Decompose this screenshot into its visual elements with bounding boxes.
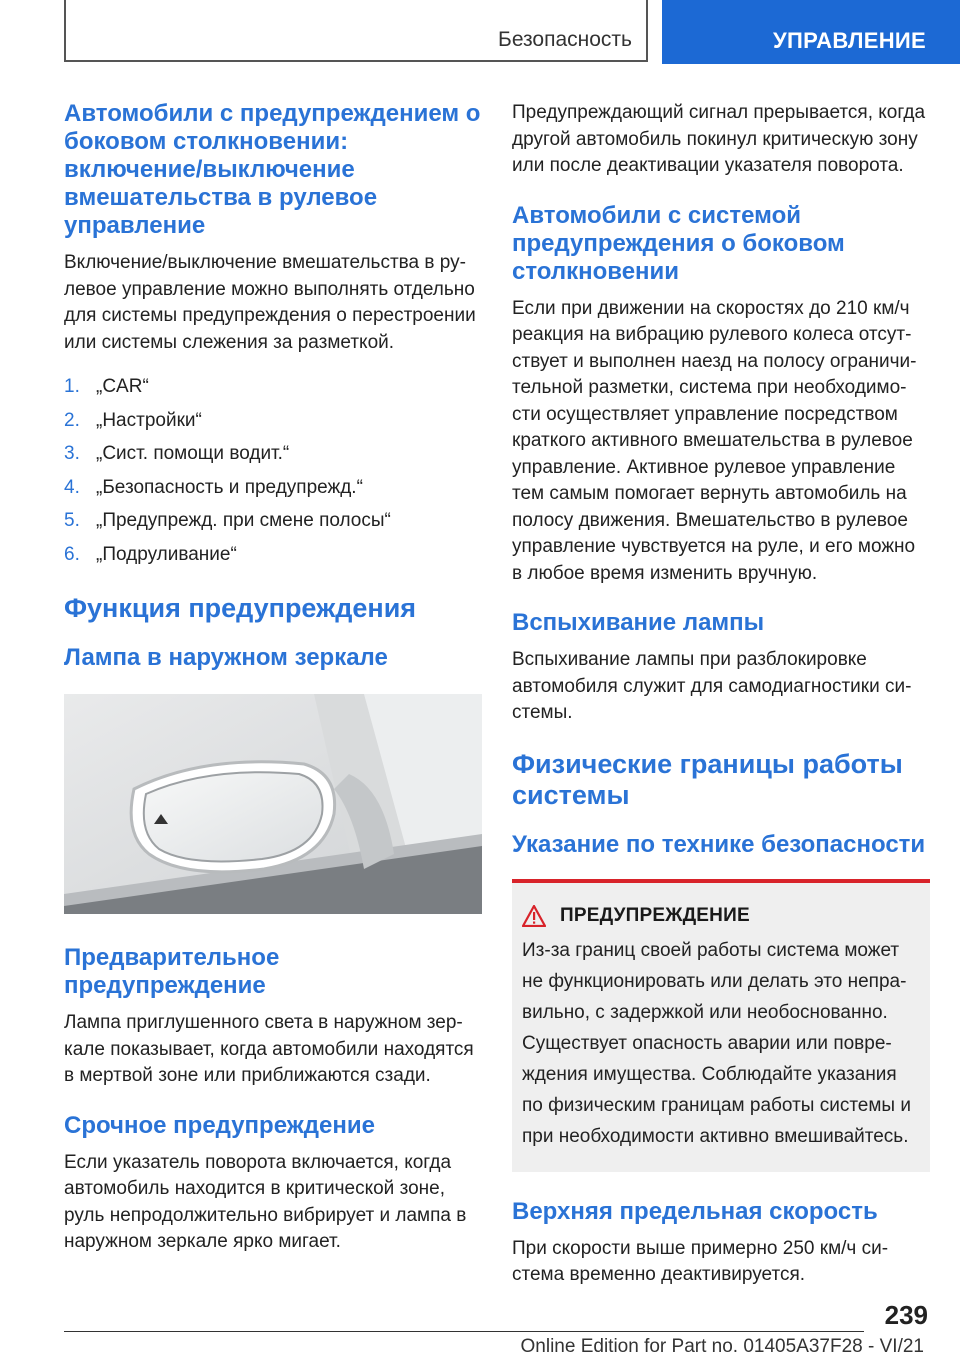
chapter-title: УПРАВЛЕНИЕ <box>773 28 926 53</box>
warning-text: Из-за границ своей работы система может не функционировать или делать это непра- вильно, с задержкой или необоснованно. Существует опасность аварии или повре- ждения имущества. Соблюдайте указания по физическим границам работы системы и при необходимости активно вмешивайтесь. <box>522 939 911 1147</box>
list-item: 6. „Подруливание“ <box>64 543 237 565</box>
paragraph-side-collision-system: Если при движении на скоростях до 210 км/ч реакция на вибрацию рулевого колеса отсут- ствует и выполнен наезд на полосу ограничи- тельной разметки, система при необходимо- сти осуществляет управление посредством краткого активного вмешательства в рулевое управление. Активное рулевое управление тем самым помогает вернуть автомобиль на полосу движения. Вмешательство в рулевое управление чувствуется на руле, и его можно в любое время изменить вручную. <box>512 297 917 584</box>
paragraph-pre-warning: Лампа приглушенного света в наружном зер- кале показывает, когда автомобили находятся в мертвой зоне или приближаются сзади. <box>64 1012 474 1086</box>
heading-urgent-warning: Срочное предупреждение <box>64 1111 375 1139</box>
heading-pre-warning: Предварительное предупреждение <box>64 944 280 999</box>
right-column <box>512 100 930 1289</box>
heading-system-limits: Физические границы работы системы <box>512 748 903 810</box>
paragraph-signal-interrupt: Предупреждающий сигнал прерывается, когда другой автомобиль покинул критическую зону или после деактивации указателя поворота. <box>512 102 926 176</box>
page-number: 239 <box>884 1300 928 1330</box>
list-item: 4. „Безопасность и предупрежд.“ <box>64 476 363 498</box>
warning-box <box>512 879 930 1172</box>
left-column <box>64 100 482 1256</box>
heading-side-collision-system: Автомобили с системой предупреждения о боковом столкновении <box>512 201 845 285</box>
header-chapter-tab <box>662 0 960 64</box>
footer-divider <box>64 1331 864 1332</box>
paragraph-upper-speed: При скорости выше примерно 250 км/ч си- стема временно деактивируется. <box>512 1237 889 1285</box>
heading-lamp-flash: Вспыхивание лампы <box>512 609 765 636</box>
list-item: 1. „CAR“ <box>64 376 149 397</box>
edition-note: Online Edition for Part no. 01405A37F28 - VI/21 <box>520 1336 924 1357</box>
warning-triangle-icon <box>522 905 546 927</box>
heading-steering-toggle: Автомобили с предупреждением о боковом столкновении: включение/выключение вмешательства в рулевое управление <box>64 100 481 239</box>
list-item: 3. „Сист. помощи водит.“ <box>64 443 290 464</box>
section-title: Безопасность <box>498 28 632 51</box>
heading-warning-function: Функция предупреждения <box>64 593 417 623</box>
heading-mirror-lamp: Лампа в наружном зеркале <box>64 644 388 671</box>
paragraph-lamp-flash: Вспыхивание лампы при разблокировке автомобиля служит для самодиагностики си- стемы. <box>512 649 912 723</box>
menu-steps-list <box>64 370 482 571</box>
list-item: 5. „Предупрежд. при смене полосы“ <box>64 510 391 531</box>
list-item: 2. „Настройки“ <box>64 409 202 431</box>
heading-safety-note: Указание по технике безопасности <box>512 830 926 858</box>
warning-title: ПРЕДУПРЕЖДЕНИЕ <box>560 904 750 926</box>
paragraph-steering-toggle: Включение/выключение вмешательства в ру- левое управление можно выполнять отдельно для системы предупреждения о перестроении или системы слежения за разметкой. <box>64 252 476 353</box>
mirror-illustration <box>64 694 482 914</box>
heading-upper-speed: Верхняя предельная скорость <box>512 1197 878 1225</box>
paragraph-urgent-warning: Если указатель поворота включается, когда автомобиль находится в критической зоне, руль непродолжительно вибрирует и лампа в наружном зеркале ярко мигает. <box>64 1151 467 1252</box>
header-section-tab <box>64 0 648 62</box>
